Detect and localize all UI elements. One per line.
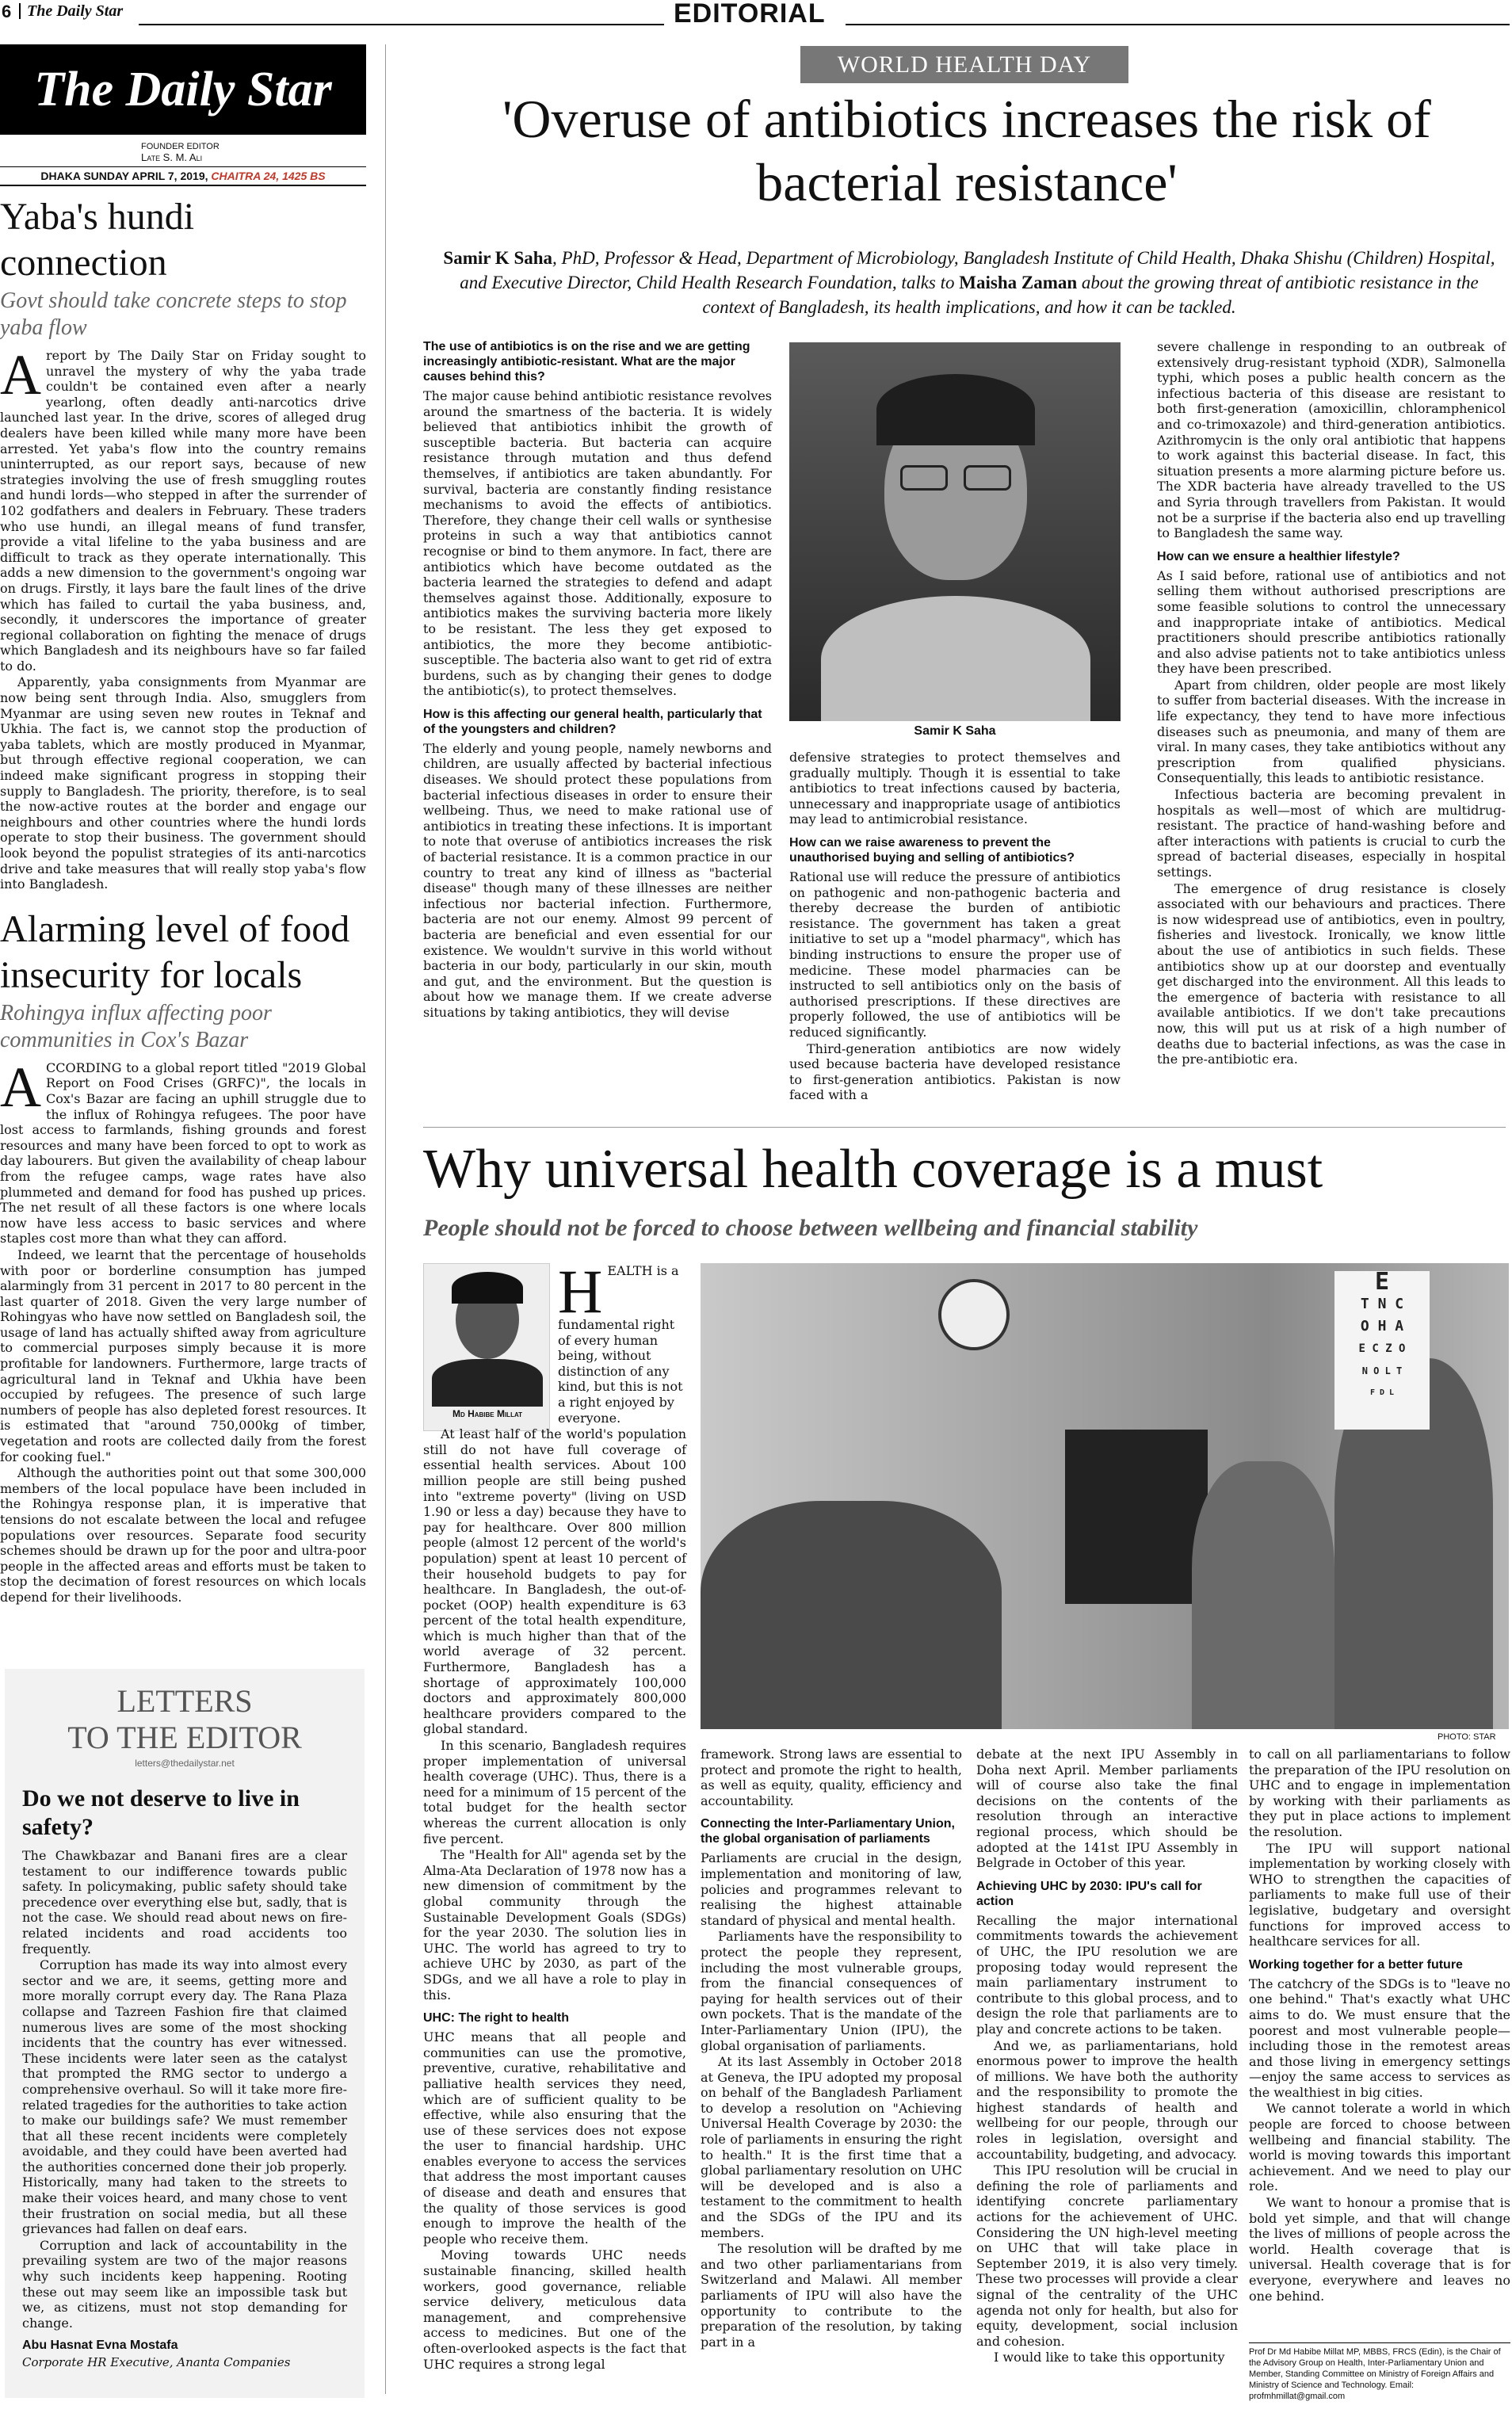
header-paper-name: The Daily Star xyxy=(27,2,124,20)
page-number: 6 xyxy=(2,2,12,21)
uhc-col-3 xyxy=(976,1747,1238,2366)
interview-answer: Infectious bacteria are becoming prevalent in hospitals as well—most of which are multidrug-resistant. The practice of hand-washing before and after interactions with patients is crucial to curb the spread of bacterial diseases, especially in hospital settings. xyxy=(1157,787,1506,880)
uhc-para: Recalling the major international commitments towards the achievement of UHC, the IPU resolution we are proposing today would represent the main parliamentary instrument to contribute to this global process, and to design the role that parliaments are to play and concrete actions to be taken. xyxy=(976,1912,1238,2037)
uhc-para: framework. Strong laws are essential to protect and promote the right to health, as well as equity, quality, efficiency and accountability. xyxy=(701,1747,962,1808)
interview-kicker: WORLD HEALTH DAY xyxy=(800,46,1128,83)
uhc-col-2 xyxy=(701,1747,962,2350)
photo-credit: PHOTO: STAR xyxy=(1438,1732,1496,1742)
interview-col-2 xyxy=(789,750,1121,1104)
uhc-headline: Why universal health coverage is a must xyxy=(423,1139,1323,1200)
letters-heading: LETTERS TO THE EDITOR xyxy=(67,1683,302,1755)
editorial-subtitle: Rohingya influx affecting poor communities in Cox's Bazar xyxy=(0,1000,272,1052)
uhc-para: The resolution will be drafted by me and two other parliamentarians from Switzerland and Malawi. All member parliaments of IPU will also have the opportunity to contribute to the preparation of the resolution, by taking part in a xyxy=(701,2241,962,2350)
uhc-para: debate at the next IPU Assembly in Doha next April. Member parliaments will of course also take the final decisions on the contents of the resolution through an interactive regional process, which should be adopted at the 141st IPU Assembly in Belgrade in October of this year. xyxy=(976,1747,1238,1871)
masthead-logo: The Daily Star xyxy=(0,44,366,135)
interview-answer: The major cause behind antibiotic resistance revolves around the smartness of the bacteria. It is widely believed that antibiotics inhibit the growth of susceptible bacteria. But bacteria can acquire resistance through mutation and thus defend themselves, if antibiotics are taken abundantly. For survival, bacteria are constantly finding resistance mechanisms to avoid the effects of antibiotics. Therefore, they change their cell walls or synthesise proteins in such a way that antibiotics cannot recognise or bind to them anymore. In fact, there are antibiotics which have become outdated as the bacteria learned the strategies to defend and adapt themselves against those. Additionally, exposure to antibiotics makes the surviving bacteria more likely to be resistant. The less they get exposed to antibiotics, the more they become antibiotic-susceptible. The bacteria also want to get rid of extra burdens, such as by changing their genes to dodge the antibiotic(s), to protect themselves. xyxy=(423,388,772,699)
editorial-title: Yaba's hundi connection xyxy=(0,196,195,284)
letter-title: Do we not deserve to live in safety? xyxy=(22,1785,300,1840)
letter-author: Abu Hasnat Evna Mostafa xyxy=(22,2339,178,2353)
uhc-subheading: UHC: The right to health xyxy=(423,2011,569,2025)
photo-caption: Samir K Saha xyxy=(914,724,996,738)
uhc-para: Moving towards UHC needs sustainable financing, skilled health workers, good governance, reliable service delivery, meticulous data management, and comprehensive access to medicines. But one of the often-overlooked aspects is the fact that UHC requires a strong legal xyxy=(423,2247,686,2372)
interview-answer: As I said before, rational use of antibiotics and not selling them without authorised prescriptions are some feasible solutions to control the unnecessary and inappropriate intake of antibiotics. Medical practitioners should prescribe antibiotics rationally and also advise patients not to take antibiotics unless they have been prescribed. xyxy=(1157,567,1506,677)
editorial-para: Although the authorities point out that some 300,000 members of the local populace have been included in the Rohingya response plan, it is imperative that tensions do not escalate between the local and refugee populations over resources. Separate food security schemes should be drawn up for the poor and ultra-poor people in the affected areas and efforts must be taken to stop the decimation of forest resources on which locals depend for their livelihoods. xyxy=(0,1465,366,1605)
date-line: DHAKA SUNDAY APRIL 7, 2019, CHAITRA 24, 1425 BS xyxy=(0,166,366,186)
uhc-para: At least half of the world's population still do not have full coverage of essential health services. About 100 million people are still being pushed into "extreme poverty" (living on USD 1.90 or less a day) because they have to pay for healthcare. Over 800 million people (almost 12 percent of the world's population) spent at least 10 percent of their household budgets to pay for healthcare. In Bangladesh, the out-of-pocket (OOP) health expenditure is 63 percent of the total health expenditure, which is much higher than that of the world average of 32 percent. Furthermore, Bangladesh has a shortage of approximately 100,000 doctors and approximately 800,000 healthcare providers compared to the global standard. xyxy=(423,1426,686,1737)
interview-question: How can we raise awareness to prevent the unauthorised buying and selling of antibiotics? xyxy=(789,835,1075,865)
letters-box xyxy=(5,1669,365,2398)
editorial-para: Areport by The Daily Star on Friday sought to unravel the mystery of why the yaba trade couldn't be contained even after a nearly yearlong, often deadly anti-narcotics drive launched last year. In the drive, scores of alleged drug dealers have been killed while many more have been arrested. Yet yaba's flow into the country remains uninterrupted, as our report says, because of new strategies involving the use of fresh smuggling routes and hundi lords—who stepped in after the surrender of 102 godfathers and dealers in February. These traders who use hundi, an illegal means of fund transfer, provide a vital lifeline to the yaba business and are difficult to track as they operate internationally. This adds a new dimension to the government's ongoing war on drugs. Firstly, it lays bare the fault lines of the drive which has failed to curtail the yaba business, and, secondly, it underscores the importance of greater regional collaboration on fighting the menace of drugs which Bangladesh and its neighbours have so far failed to do. xyxy=(0,343,366,674)
uhc-para: I would like to take this opportunity xyxy=(994,2350,1225,2365)
editorial-para: Indeed, we learnt that the percentage of households with poor or borderline consumption has jumped alarmingly from 31 percent in 2017 to 80 percent in the last quarter of 2018. Given the very large number of Rohingyas who have now settled on Bangladesh soil, the usage of land has actually shifted away from agriculture to commercial purposes simply because it is more profitable for landowners. Furthermore, large tracts of agricultural land in Teknaf and Ukhia have been occupied by refugees. The presence of such large numbers of people has also depleted forest resources. It is estimated that "around 750,000kg of timber, vegetation and roots are collected daily from the forest for cooking fuel." xyxy=(0,1247,366,1464)
uhc-para: to call on all parliamentarians to follow the preparation of the IPU resolution on UHC and to engage in implementation by working with their parliaments as they put in place actions to implement the resolution. xyxy=(1249,1747,1510,1839)
editorial-para: Apparently, yaba consignments from Myanmar are now being sent through India. Also, smugglers from Myanmar are using seven new routes in Teknaf and Ukhia. The fact is, we cannot stop the production of yaba tablets, which are mostly produced in Myanmar, but through effective regional cooperation, we can indeed make significant progress in stopping their supply to Bangladesh. The priority, therefore, is to seal the now-active routes at the border and engage our neighbours and other countries where the hundi lords operate to stop their business. The government should look beyond the populist strategies of its anti-narcotics drive and take measures that will really stop yaba's flow into Bangladesh. xyxy=(0,674,366,892)
interview-question: How can we ensure a healthier lifestyle? xyxy=(1157,549,1400,563)
uhc-subheading: Achieving UHC by 2030: IPU's call for action xyxy=(976,1879,1202,1908)
editorial-yaba xyxy=(0,194,366,892)
interview-answer: Apart from children, older people are most likely to suffer from bacterial diseases. With the increase in life expectancy, they tend to have more infectious diseases such as pneumonia, and many of them are viral. In many cases, they take antibiotics without any prescription from qualified physicians. Consequentially, this leads to antibiotic resistance. xyxy=(1157,677,1506,786)
founder-block: FOUNDER EDITOR Late S. M. Ali xyxy=(141,142,220,163)
uhc-subheading: Connecting the Inter-Parliamentary Union, the global organisation of parliaments xyxy=(701,1817,955,1846)
interview-answer: The elderly and young people, namely newborns and children, are usually affected by bacterial infectious diseases. We should protect these populations from bacterial infectious diseases in order to ensure their wellbeing. Thus, we need to make rational use of antibiotics in treating these infections. It is important to note that overuse of antibiotics increases the risk of bacterial resistance. It is a common practice in our country to treat any kind of illness as "bacterial disease" though many of these illnesses are neither infectious nor bacterial infection. Furthermore, bacteria are not our enemy. Almost 99 percent of bacteria are beneficial and even essential for our existence. We wouldn't survive in this world without bacteria in our body, particularly in our skin, mouth and gut, and the environment. But the question is about how we manage them. If we create adverse situations by taking antibiotics, they will devise xyxy=(423,740,772,1020)
uhc-para: HEALTH is a fundamental right of every human being, without distinction of any kind, but this is not a right enjoyed by everyone. xyxy=(558,1257,683,1426)
hospital-photo xyxy=(701,1263,1509,1729)
uhc-para: At its last Assembly in October 2018 at Geneva, the IPU adopted my proposal on behalf of the Bangladesh Parliament to develop a resolution on "Achieving Universal Health Coverage by 2030: the role of parliaments in ensuring the right to health." It is the first time that a global parliamentary resolution on UHC will be developed and is also a testament to the commitment to health and the SDGs of the IPU and its members. xyxy=(701,2054,962,2240)
uhc-para: The IPU will support national implementation by working closely with WHO to strengthen the capacities of parliaments to make full use of their legislative, budgetary and oversight functions for improved access to healthcare services for all. xyxy=(1249,1840,1510,1949)
uhc-para: Parliaments are crucial in the design, implementation and monitoring of law, policies and programmes relevant to realising the highest attainable standard of physical and mental health. xyxy=(701,1850,962,1928)
interview-question: How is this affecting our general health, particularly that of the youngsters and children? xyxy=(423,707,762,736)
uhc-subhead: People should not be forced to choose between wellbeing and financial stability xyxy=(423,1215,1198,1241)
author-bio: Prof Dr Md Habibe Millat MP, MBBS, FRCS (Edin), is the Chair of the Advisory Group on Health, Inter-Parliamentary Union and Member, Standing Committee on Ministry of Foreign Affairs and Ministry of Science and Technology. Email: profmhmillat@gmail.com xyxy=(1249,2342,1510,2402)
uhc-para: We want to honour a promise that is bold yet simple, and that will change the lives of millions of people across the world. Health coverage that is universal. Health coverage that is for everyone, everywhere and leaves no one behind. xyxy=(1249,2195,1510,2304)
uhc-para: Parliaments have the responsibility to protect the people they represent, including the most vulnerable groups, from the financial consequences of paying for health services out of their own pockets. That is the mandate of the Inter-Parliamentary Union (IPU), the global organisation of parliaments. xyxy=(701,1929,962,2053)
interview-answer: The emergence of drug resistance is closely associated with our behaviours and practices. There is now widespread use of antibiotics, even in poultry, fisheries and livestock. Ironically, we know little about the use of antibiotics in such fields. These antibiotics show up at our doorstep and eventually get discharged into the environment. All this leads to the emergence of bacteria with resistance to all available antibiotics. If we don't take precautions now, this will put us at risk of a high number of deaths due to bacterial infections, as was the case in the pre-antibiotic era. xyxy=(1157,880,1506,1067)
uhc-para: This IPU resolution will be crucial in defining the role of parliaments and identifying concrete parliamentary actions for the achievement of UHC. Considering the UN high-level meeting on UHC that will take place in September 2019, it is also very timely. These two processes will provide a clear signal of the centrality of the UHC agenda not only for health, but also for equity, development, social inclusion and cohesion. xyxy=(976,2163,1238,2349)
uhc-col-1 xyxy=(423,1257,686,2373)
editorial-subtitle: Govt should take concrete steps to stop yaba flow xyxy=(0,288,347,340)
letter-para: Corruption has made its way into almost every sector and we are, it seems, getting more and more morally corrupt every day. The Rana Plaza collapse and Tazreen Fashion fire that claimed numerous lives are some of the most shocking incidents that the country has ever witnessed. These incidents were later seen as the catalyst that prompted the RMG sector to undergo a comprehensive overhaul. So will it take more fire-related tragedies for the authorities to take action to make our buildings safe? We must remember that all these recent incidents were completely avoidable, and they could have been averted had the authorities concerned done their job properly. Historically, many had taken to the streets to make their voices heard, and many chose to vent their frustration on social media, but all these grievances had fallen on deaf ears. xyxy=(22,1957,347,2237)
letters-email: letters@thedailystar.net xyxy=(135,1758,235,1769)
editorial-food xyxy=(0,907,366,1605)
letter-para: Corruption and lack of accountability in the prevailing system are two of the major reasons why such incidents keep happening. Rooting these out may seem like an impossible task but we, as citizens, must not stop demanding for change. xyxy=(22,2237,347,2331)
letter-para: The Chawkbazar and Banani fires are a clear testament to our indifference towards public safety. In policymaking, public safety should take precedence over everything else but, sadly, that is not the case. We should read about news on fire-related incidents and road accidents too frequently. xyxy=(22,1848,347,1957)
uhc-col-4 xyxy=(1249,1747,1510,2304)
uhc-para: UHC means that all people and communities can use the promotive, preventive, curative, rehabilitative and palliative health services they need, which are of sufficient quality to be effective, while also ensuring that the use of these services does not expose the user to financial hardship. UHC enables everyone to access the services that address the most important causes of disease and death and ensures that the quality of those services is good enough to improve the health of the people who receive them. xyxy=(423,2029,686,2247)
uhc-para: We cannot tolerate a world in which people are forced to choose between wellbeing and financial stability. The world is moving towards this important achievement. And we need to play our role. xyxy=(1249,2101,1510,2194)
editorial-para: ACCORDING to a global report titled "2019 Global Report on Food Crises (GRFC)", the locals in Cox's Bazar are facing an uphill struggle due to the influx of Rohingya refugees. The poor have lost access to farmlands, fishing grounds and forest resources and many have been forced to opt to work as day labourers. But given the availability of cheap labour from the refugee camps, wage rates have also plummeted and demand for food has pushed up prices. The net result of all these factors is one where locals now have less access to basic services and where staples cost more than what they can afford. xyxy=(0,1055,366,1247)
interview-answer: Rational use will reduce the pressure of antibiotics on pathogenic and non-pathogenic bacteria and thereby decrease the burden of antibiotic resistance. The government has taken a great initiative to set up a "model pharmacy", which has binding instructions to ensure the proper use of medicine. These model pharmacies can be instructed to sell antibiotics only on the basis of authorised prescriptions. If these directives are properly followed, the use of antibiotics will be reduced significantly. xyxy=(789,869,1121,1040)
interview-answer: severe challenge in responding to an outbreak of extensively drug-resistant typhoid (XDR), Salmonella typhi, which poses a public health concern as the infectious bacteria of this disease are resistant to both first-generation (amoxicillin, chloramphenicol and co-trimoxazole) and third-generation antibiotics. Azithromycin is the only oral antibiotic that happens to work against this bacterial disease. In fact, this situation presents a more alarming picture before us. The XDR bacteria have already travelled to the US and Syria through travellers from Pakistan. It would not be a surprise if the bacteria also end up travelling to Bangladesh the same way. xyxy=(1157,339,1506,541)
uhc-para: The "Health for All" agenda set by the Alma-Ata Declaration of 1978 now has a new dimension of commitment by the global community through the Sustainable Development Goals (SDGs) for the year 2030. The solution lies in UHC. The world has agreed to try to achieve UHC by 2030, as part of the SDGs, and we all have a role to play in this. xyxy=(423,1847,686,2003)
interview-headline: 'Overuse of antibiotics increases the risk of bacterial resistance' xyxy=(502,89,1431,212)
uhc-para: In this scenario, Bangladesh requires proper implementation of universal health coverage (UHC). Thus, there is a need for a minimum of 15 percent of the total budget for the health sector whereas the current allocation is only five percent. xyxy=(423,1738,686,1846)
uhc-para: The catchcry of the SDGs is to "leave no one behind." That's exactly what UHC aims to do. We must ensure that the poorest and most vulnerable people—including those in the remotest areas and those living in emergency settings—enjoy the same access to services as the wealthiest in big cities. xyxy=(1249,1976,1510,2100)
author-name: Md Habibe Millat xyxy=(452,1408,523,1419)
page-header xyxy=(0,0,1512,29)
section-label: EDITORIAL xyxy=(674,0,826,29)
samir-saha-photo xyxy=(789,342,1121,721)
interview-question: The use of antibiotics is on the rise and we are getting increasingly antibiotic-resistant. What are the major causes behind this? xyxy=(423,340,750,384)
interview-col-3 xyxy=(1157,339,1506,1068)
interview-col-1 xyxy=(423,339,772,1021)
letter-author-title: Corporate HR Executive, Ananta Companies xyxy=(22,2355,291,2370)
uhc-para: And we, as parliamentarians, hold enormous power to improve the health of millions. We have both the authority and the responsibility to promote the highest standards of health and wellbeing for our people, through our roles in legislation, oversight and accountability, budgeting, and advocacy. xyxy=(976,2037,1238,2162)
left-column xyxy=(0,44,366,1606)
uhc-subheading: Working together for a better future xyxy=(1249,1957,1463,1972)
editorial-title: Alarming level of food insecurity for locals xyxy=(0,907,350,996)
interview-answer: Third-generation antibiotics are now widely used because bacteria have developed resistance to first-generation antibiotics. Pakistan is now faced with a xyxy=(789,1040,1121,1103)
eye-chart: E T N C O H A E C Z O N O L T F D L xyxy=(1334,1271,1430,1430)
interview-answer: defensive strategies to protect themselves and gradually multiply. Though it is essential to take antibiotics to treat infections caused by bacteria, unnecessary and inappropriate usage of antibiotics may lead to antimicrobial resistance. xyxy=(789,750,1121,827)
interview-intro: Samir K Saha, PhD, Professor & Head, Department of Microbiology, Bangladesh Institute of Child Health, Dhaka Shishu (Children) Hospital, and Executive Director, Child Health Research Foundation, talks to Maisha Zaman about the growing threat of antibiotic resistance in the context of Bangladesh, its health implications, and how it can be tackled. xyxy=(443,248,1495,317)
